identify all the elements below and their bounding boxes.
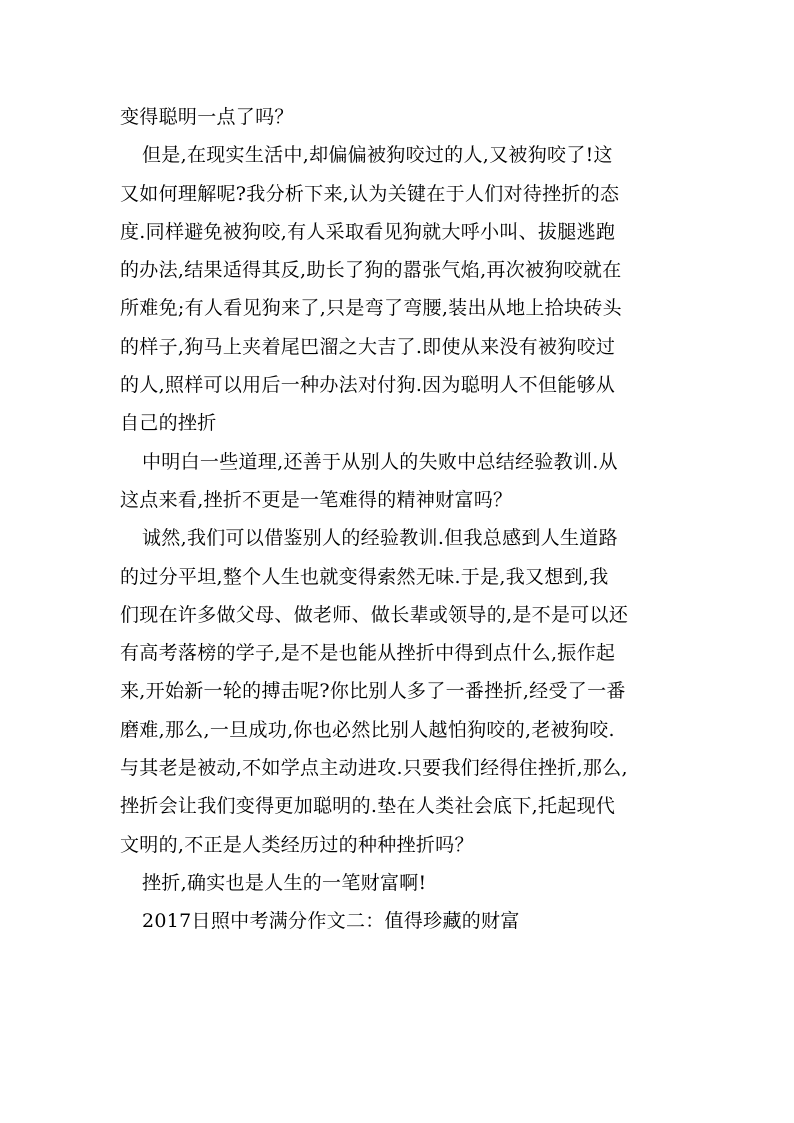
text-line: 度.同样避免被狗咬,有人采取看见狗就大呼小叫、拔腿逃跑 — [120, 220, 616, 243]
text-line: 又如何理解呢?我分析下来,认为关键在于人们对待挫折的态 — [120, 182, 620, 205]
text-line: 有高考落榜的学子,是不是也能从挫折中得到点什么,振作起 — [120, 642, 616, 665]
text-line: 与其老是被动,不如学点主动进攻.只要我们经得住挫折,那么, — [120, 757, 628, 780]
text-line: 们现在许多做父母、做老师、做长辈或领导的,是不是可以还 — [120, 603, 629, 626]
text-line: 中明白一些道理,还善于从别人的失败中总结经验教训.从 — [142, 450, 618, 473]
text-line: 挫折,确实也是人生的一笔财富啊! — [142, 871, 427, 894]
text-line: 诚然,我们可以借鉴别人的经验教训.但我总感到人生道路 — [142, 527, 618, 550]
text-line: 但是,在现实生活中,却偏偏被狗咬过的人,又被狗咬了!这 — [142, 144, 613, 167]
text-line: 挫折会让我们变得更加聪明的.垫在人类社会底下,托起现代 — [120, 795, 616, 818]
text-line: 所难免;有人看见狗来了,只是弯了弯腰,装出从地上拾块砖头 — [120, 297, 622, 320]
text-line: 变得聪明一点了吗？ — [120, 106, 294, 128]
text-line: 磨难,那么,一旦成功,你也必然比别人越怕狗咬的,老被狗咬. — [120, 718, 615, 741]
text-line: 的过分平坦,整个人生也就变得索然无味.于是,我又想到,我 — [120, 565, 609, 588]
text-line: 自己的挫折 — [120, 412, 217, 435]
section-heading: 2017日照中考满分作文二：值得珍藏的财富 — [142, 910, 520, 933]
text-line: 的样子,狗马上夹着尾巴溜之大吉了.即使从来没有被狗咬过 — [120, 335, 616, 358]
text-line: 来,开始新一轮的搏击呢?你比别人多了一番挫折,经受了一番 — [120, 680, 626, 703]
text-line: 的人,照样可以用后一种办法对付狗.因为聪明人不但能够从 — [120, 374, 616, 397]
text-line: 文明的,不正是人类经历过的种种挫折吗？ — [120, 833, 474, 856]
text-line: 这点来看,挫折不更是一笔难得的精神财富吗？ — [120, 488, 513, 511]
essay-body — [120, 98, 680, 941]
text-line: 的办法,结果适得其反,助长了狗的嚣张气焰,再次被狗咬就在 — [120, 259, 622, 282]
